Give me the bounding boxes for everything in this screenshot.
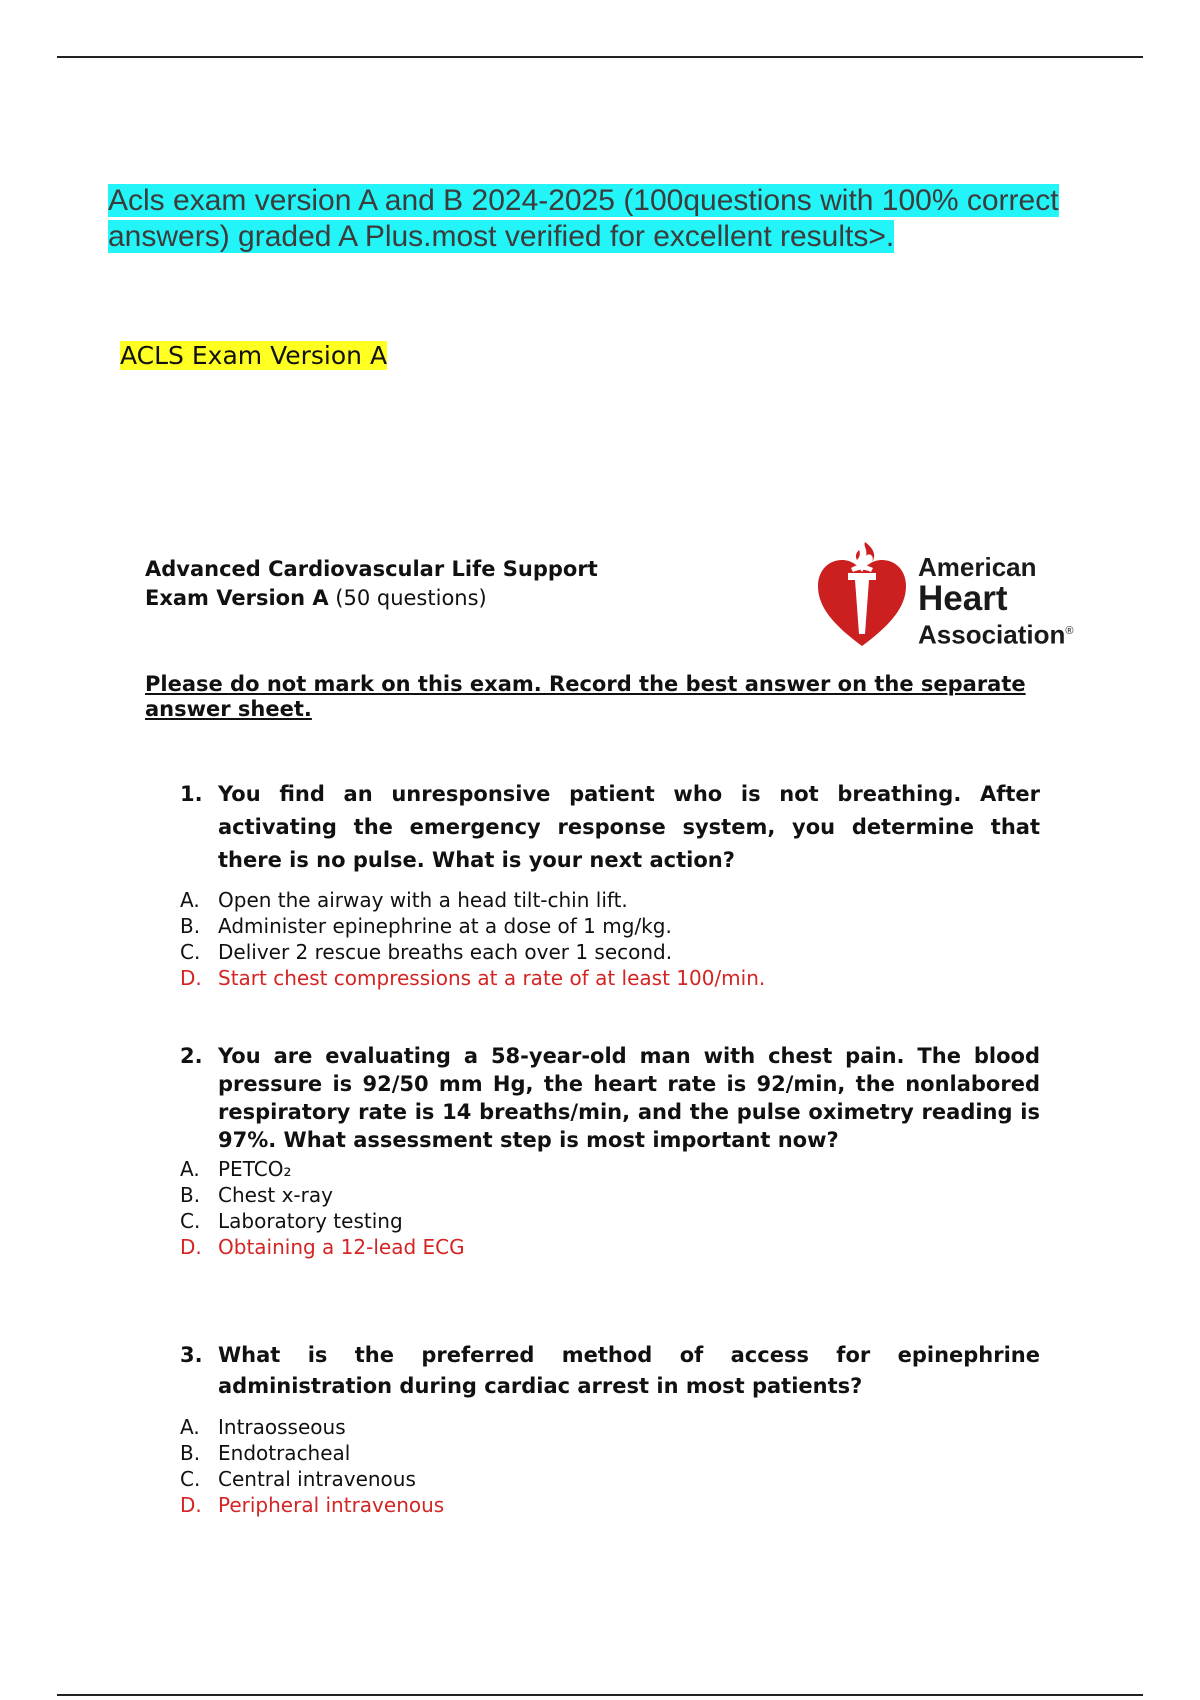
answer-options <box>180 887 1040 991</box>
exam-course-name: Advanced Cardiovascular Life Support <box>145 557 598 581</box>
answer-option <box>180 1156 1040 1182</box>
option-text: Start chest compressions at a rate of at least 100/min. <box>218 966 766 990</box>
option-letter: D. <box>180 1235 202 1259</box>
option-letter: C. <box>180 1209 201 1233</box>
option-letter: B. <box>180 1183 201 1207</box>
answer-option <box>180 1440 1040 1466</box>
version-heading-text: ACLS Exam Version A <box>120 341 388 370</box>
answer-option <box>180 887 1040 913</box>
question-text: You find an unresponsive patient who is not breathing. After activating the emergency response system, you determine that there is no pulse. What is your next action? <box>218 782 1040 872</box>
document-title <box>108 183 1088 255</box>
question-number: 3. <box>180 1343 203 1367</box>
option-text: Intraosseous <box>218 1415 346 1439</box>
torch-flame <box>856 542 874 562</box>
answer-option <box>180 1208 1040 1234</box>
top-rule <box>57 56 1143 58</box>
option-text: Endotracheal <box>218 1441 351 1465</box>
question-stem <box>180 1042 1040 1154</box>
question-text: What is the preferred method of access for epinephrine administration during cardiac arrest in most patients? <box>218 1343 1040 1398</box>
option-text: Peripheral intravenous <box>218 1493 445 1517</box>
option-text: PETCO₂ <box>218 1157 292 1181</box>
answer-option <box>180 1182 1040 1208</box>
option-text: Central intravenous <box>218 1467 416 1491</box>
answer-options <box>180 1156 1040 1260</box>
answer-options <box>180 1414 1040 1518</box>
option-text: Chest x-ray <box>218 1183 333 1207</box>
question-3 <box>180 1340 1040 1518</box>
question-stem <box>180 1340 1040 1402</box>
version-heading <box>120 340 387 372</box>
option-letter: B. <box>180 1441 201 1465</box>
answer-option <box>180 913 1040 939</box>
option-letter: B. <box>180 914 201 938</box>
option-text: Deliver 2 rescue breaths each over 1 second. <box>218 940 673 964</box>
document-title-text: Acls exam version A and B 2024-2025 (100questions with 100% correct answers) graded A Plus.most verified for excellent results>. <box>108 184 1059 253</box>
question-text: You are evaluating a 58-year-old man with chest pain. The blood pressure is 92/50 mm Hg, the heart rate is 92/min, the nonlabored respiratory rate is 14 breaths/min, and the pulse oximetry reading is 97%. What assessment step is most important now? <box>218 1044 1040 1152</box>
torch-cup <box>848 573 876 580</box>
option-letter: D. <box>180 966 202 990</box>
option-text: Administer epinephrine at a dose of 1 mg/kg. <box>218 914 672 938</box>
correct-answer-option <box>180 1234 1040 1260</box>
aha-logo <box>815 538 1090 653</box>
question-1 <box>180 778 1040 991</box>
correct-answer-option <box>180 1492 1040 1518</box>
bottom-rule <box>57 1694 1143 1696</box>
answer-option <box>180 939 1040 965</box>
exam-instructions: Please do not mark on this exam. Record the best answer on the separate answer sheet. <box>145 672 1026 721</box>
exam-question-count: (50 questions) <box>328 586 487 610</box>
aha-word-heart: Heart <box>918 579 1008 618</box>
option-letter: D. <box>180 1493 202 1517</box>
option-letter: C. <box>180 940 201 964</box>
question-number: 1. <box>180 782 203 806</box>
registered-mark: ® <box>1065 625 1074 637</box>
heart-torch-icon <box>815 538 910 653</box>
question-stem <box>180 778 1040 877</box>
aha-wordmark <box>918 552 1073 650</box>
option-text: Laboratory testing <box>218 1209 403 1233</box>
aha-word-association: Association <box>918 619 1066 650</box>
question-number: 2. <box>180 1044 203 1068</box>
option-text: Open the airway with a head tilt-chin lift. <box>218 888 628 912</box>
aha-word-american: American <box>918 552 1037 582</box>
option-letter: A. <box>180 1415 200 1439</box>
exam-version-label: Exam Version A <box>145 586 329 610</box>
option-letter: A. <box>180 1157 200 1181</box>
exam-header <box>145 555 598 613</box>
option-letter: A. <box>180 888 200 912</box>
question-2 <box>180 1042 1040 1260</box>
option-letter: C. <box>180 1467 201 1491</box>
answer-option <box>180 1414 1040 1440</box>
option-text: Obtaining a 12-lead ECG <box>218 1235 465 1259</box>
correct-answer-option <box>180 965 1040 991</box>
answer-option <box>180 1466 1040 1492</box>
